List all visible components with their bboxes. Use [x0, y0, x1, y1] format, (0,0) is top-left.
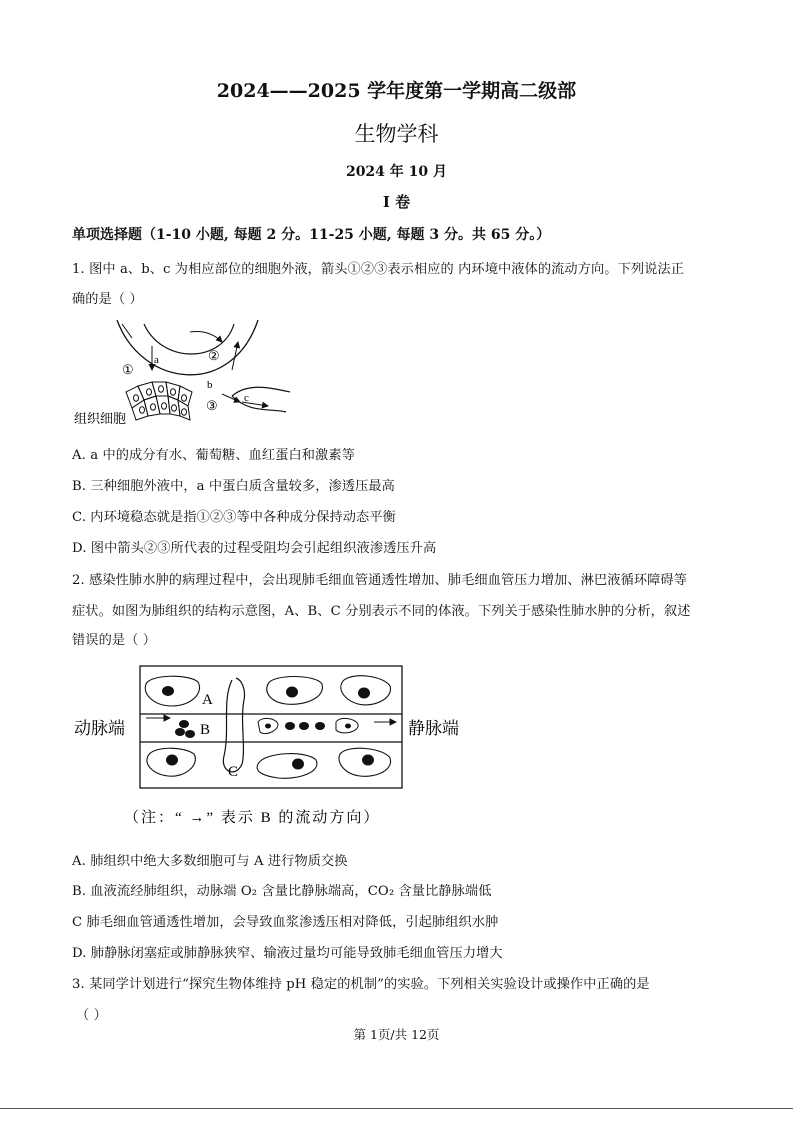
q2-option-c: C 肺毛细血管通透性增加，会导致血浆渗透压相对降低，引起肺组织水肿 [72, 915, 499, 930]
q3-stem-line1: 3. 某同学计划进行“探究生物体维持 pH 稳定的机制”的实验。下列相关实验设计或操作中正确的是 [72, 977, 650, 992]
q1-stem-line2: 确的是（ ） [72, 292, 143, 307]
arrow-1-label: ① [122, 362, 134, 377]
q2-figure [72, 660, 492, 832]
q1-option-a: A. a 中的成分有水、葡萄糖、血红蛋白和激素等 [72, 448, 355, 463]
q2-stem-line3: 错误的是（ ） [72, 633, 157, 648]
exam-title: 2024——2025 学年度第一学期高二级部 [216, 80, 577, 102]
lymph-vessel [223, 678, 244, 772]
q1-option-d: D. 图中箭头②③所代表的过程受阻均会引起组织液渗透压升高 [72, 541, 437, 556]
tissue-cells-upper [145, 676, 390, 706]
blood-cells [175, 720, 325, 738]
subject-title: 生物学科 [354, 122, 439, 146]
arterial-end-label: 动脉端 [74, 719, 125, 738]
capillary-inner-wall [144, 324, 234, 354]
lung-tissue-frame [140, 666, 402, 788]
venous-end-label: 静脉端 [408, 719, 459, 738]
page-footer: 第 1页/共 12页 [353, 1027, 440, 1042]
tissue-cells-lower [147, 748, 391, 778]
q1-option-c: C. 内环境稳态就是指①②③等中各种成分保持动态平衡 [72, 510, 396, 525]
q2-stem-line2: 症状。如图为肺组织的结构示意图，A、B、C 分别表示不同的体液。下列关于感染性肺水肿的分析，叙述 [72, 604, 691, 619]
q2-stem-line1: 2. 感染性肺水肿的病理过程中，会出现肺毛细血管通透性增加、肺毛细血管压力增加、淋巴液循环障碍等 [72, 573, 688, 588]
exam-date: 2024 年 10 月 [345, 164, 448, 180]
tissue-cell-label: 组织细胞 [74, 411, 127, 426]
q2-option-b: B. 血液流经肺组织，动脉端 O₂ 含量比静脉端高，CO₂ 含量比静脉端低 [72, 884, 492, 899]
label-c: c [244, 392, 249, 404]
volume-label: I 卷 [382, 193, 411, 211]
arrow-3-label: ③ [206, 398, 218, 413]
label-B: B [200, 722, 211, 738]
q1-figure [72, 316, 312, 430]
page-bottom-rule [0, 1108, 793, 1109]
tissue-cells [126, 382, 192, 420]
arrow-2-label: ② [208, 348, 220, 363]
q1-option-b: B. 三种细胞外液中，a 中蛋白质含量较多，渗透压最高 [72, 479, 395, 494]
figure-note: （注：“ →” 表示 B 的流动方向） [124, 810, 381, 826]
q2-option-d: D. 肺静脉闭塞症或肺静脉狭窄、输液过量均可能导致肺毛细血管压力增大 [72, 946, 503, 961]
q1-stem-line1: 1. 图中 a、b、c 为相应部位的细胞外液，箭头①②③表示相应的 内环境中液体的流动方向。下列说法正 [72, 262, 685, 277]
section-heading: 单项选择题（1-10 小题, 每题 2 分。11-25 小题, 每题 3 分。共 65 分。） [72, 227, 551, 243]
label-a: a [154, 354, 159, 366]
q2-option-a: A. 肺组织中绝大多数细胞可与 A 进行物质交换 [72, 854, 348, 869]
q3-stem-line2: （ ） [76, 1008, 107, 1023]
label-A: A [202, 692, 213, 708]
label-b: b [207, 379, 213, 391]
label-C: C [228, 764, 239, 780]
